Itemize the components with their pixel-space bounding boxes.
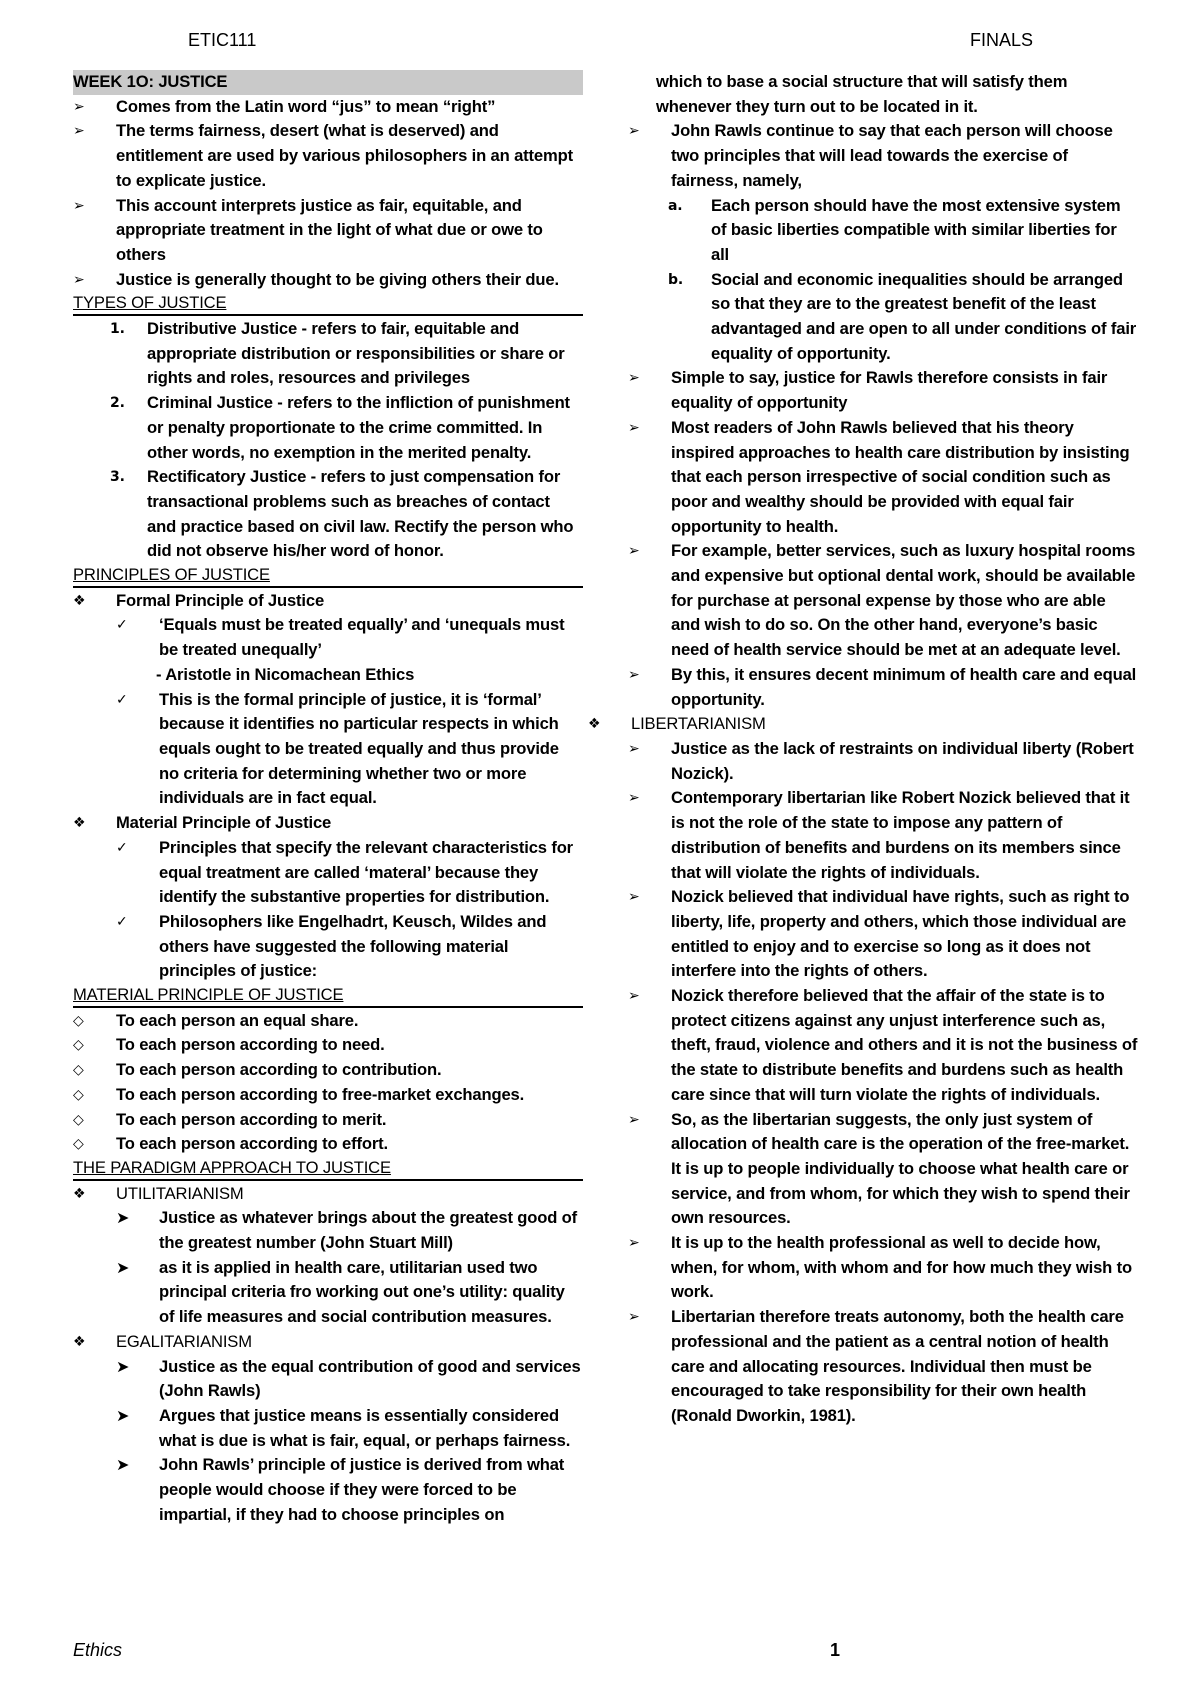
arrow-bullet-icon: ➢ — [628, 543, 640, 560]
list-item: ❖ Formal Principle of Justice — [73, 589, 583, 614]
list-item: 2. Criminal Justice - refers to the infliction of punishment or penalty proportionate to the crime committed. In other words, no exemption in the merited penalty. — [110, 393, 570, 462]
arrow-bullet-icon: ➢ — [628, 988, 640, 1005]
arrowhead-bullet-icon: ➤ — [116, 1405, 130, 1425]
hollow-diamond-bullet-icon: ◇ — [73, 1037, 84, 1054]
list-item: ◇ To each person an equal share. — [73, 1009, 583, 1034]
list-item: ◇ To each person according to contribution. — [73, 1058, 583, 1083]
list-item: ➢ This account interprets justice as fair, equitable, and appropriate treatment in the light of what due or owe to others — [73, 195, 543, 264]
list-item: ➤ as it is applied in health care, utilitarian used two principal criteria fro working out one’s utility: quality of life measures and social contribution measures. — [116, 1257, 565, 1327]
section-heading-types: TYPES OF JUSTICE — [73, 292, 583, 316]
list-item: ➢ Nozick therefore believed that the affair of the state is to protect citizens against any unjust interference such as, theft, fraud, violence and others and it is not the business of the state to distribute benefits and burdens such as health care since that will turn violate the rights of individuals. — [628, 986, 1138, 1104]
list-item: b. Social and economic inequalities should be arranged so that they are to the greatest benefit of the least advantaged and are open to all under conditions of fair equality of opportunity. — [668, 269, 1137, 363]
list-item: ➢ The terms fairness, desert (what is deserved) and entitlement are used by various philosophers in an attempt to explicate justice. — [73, 121, 573, 190]
week-title: WEEK 1O: JUSTICE — [73, 70, 583, 95]
list-item: ◇ To each person according to free-market exchanges. — [73, 1083, 583, 1108]
list-item: ➢ Most readers of John Rawls believed that his theory inspired approaches to health care distribution by insisting that each person irrespective of social condition such as poor and wealthy should be provided with equal fair opportunity to health. — [628, 417, 1130, 536]
list-item: ◇ To each person according to effort. — [73, 1132, 583, 1157]
list-item: a. Each person should have the most extensive system of basic liberties compatible with similar liberties for all — [668, 195, 1121, 264]
arrow-bullet-icon: ➢ — [628, 740, 640, 757]
page-number: 1 — [830, 1640, 841, 1660]
list-item: ➤ Justice as whatever brings about the greatest good of the greatest number (John Stuart Mill) — [116, 1208, 578, 1253]
list-item: ➤ John Rawls’ principle of justice is derived from what people would choose if they were forced to be impartial, if they had to choose principles on — [116, 1455, 565, 1524]
check-bullet-icon: ✓ — [116, 839, 128, 856]
list-item: ➢ Nozick believed that individual have rights, such as right to liberty, life, property and others, which those individual are entitled to enjoy and to exercise so long as it does not interfere into the rights of others. — [628, 887, 1130, 981]
list-item: ➢ Libertarian therefore treats autonomy, both the health care professional and the patient as a central notion of health care and allocating resources. Individual then must be encouraged to take responsibility for their own health (Ronald Dworkin, 1981). — [628, 1307, 1124, 1425]
list-item: ❖ UTILITARIANISM — [73, 1182, 583, 1207]
arrow-bullet-icon: ➢ — [628, 123, 640, 140]
arrow-bullet-icon: ➢ — [628, 889, 640, 906]
check-bullet-icon: ✓ — [116, 913, 128, 930]
list-item: ➤ Justice as the equal contribution of good and services (John Rawls) — [116, 1356, 581, 1401]
list-item: ➢ Justice as the lack of restraints on individual liberty (Robert Nozick). — [628, 738, 1134, 783]
list-item: ❖ LIBERTARIANISM — [588, 712, 1138, 737]
footer-subject: Ethics — [73, 1640, 123, 1660]
diamond-bullet-icon: ❖ — [73, 1185, 86, 1202]
hollow-diamond-bullet-icon: ◇ — [73, 1136, 84, 1153]
arrowhead-bullet-icon: ➤ — [116, 1455, 130, 1475]
section-heading-principles: PRINCIPLES OF JUSTICE — [73, 564, 583, 588]
list-item: ➢ It is up to the health professional as well to decide how, when, for whom, with whom and for how much they wish to work. — [628, 1233, 1132, 1302]
list-item: ❖ Material Principle of Justice — [73, 811, 583, 836]
arrow-bullet-icon: ➢ — [628, 1235, 640, 1252]
list-item: ✓ This is the formal principle of justice, it is ‘formal’ because it identifies no particular respects in which equals ought to be treated equally and thus provide no criteria for determining whether two or more individuals are in fact equal. — [116, 689, 559, 808]
diamond-bullet-icon: ❖ — [73, 592, 86, 609]
arrow-bullet-icon: ➢ — [628, 1309, 640, 1326]
list-item: 3. Rectificatory Justice - refers to just compensation for transactional problems such as breaches of contact and practice based on civil law. Rectify the person who did not observe his/her word of honor. — [110, 467, 574, 561]
list-item: ➢ John Rawls continue to say that each person will choose two principles that will lead towards the exercise of fairness, namely, — [628, 121, 1113, 190]
arrow-bullet-icon: ➢ — [73, 98, 85, 115]
left-column — [73, 70, 583, 1527]
list-item: ➢ So, as the libertarian suggests, the only just system of allocation of health care is the operation of the free-market. It is up to people individually to choose what health care or service, and from whom, for which they wish to spend their own resources. — [628, 1109, 1130, 1228]
continuation-text: which to base a social structure that will satisfy them whenever they turn out to be located in it. — [656, 72, 1068, 116]
right-column — [588, 70, 1138, 1429]
arrowhead-bullet-icon: ➤ — [116, 1257, 130, 1277]
section-heading-material: MATERIAL PRINCIPLE OF JUSTICE — [73, 984, 583, 1008]
header-course-code: ETIC111 — [188, 30, 257, 50]
attribution: - Aristotle in Nicomachean Ethics — [156, 664, 415, 684]
check-bullet-icon: ✓ — [116, 691, 128, 708]
hollow-diamond-bullet-icon: ◇ — [73, 1012, 84, 1029]
arrowhead-bullet-icon: ➤ — [116, 1208, 130, 1228]
arrow-bullet-icon: ➢ — [628, 1111, 640, 1128]
list-item: ➢ Justice is generally thought to be giving others their due. — [73, 268, 583, 293]
list-item: ✓ Principles that specify the relevant characteristics for equal treatment are called ‘materal’ because they identify the substantive properties for distribution. — [116, 837, 573, 907]
arrow-bullet-icon: ➢ — [73, 271, 85, 288]
arrow-bullet-icon: ➢ — [73, 123, 85, 140]
diamond-bullet-icon: ❖ — [73, 815, 86, 832]
arrow-bullet-icon: ➢ — [628, 419, 640, 436]
check-bullet-icon: ✓ — [116, 617, 128, 634]
arrowhead-bullet-icon: ➤ — [116, 1356, 130, 1376]
arrow-bullet-icon: ➢ — [628, 790, 640, 807]
list-item: ✓ ‘Equals must be treated equally’ and ‘unequals must be treated unequally’ — [116, 615, 565, 660]
diamond-bullet-icon: ❖ — [588, 716, 601, 733]
list-item: ➢ For example, better services, such as luxury hospital rooms and expensive but optional dental work, should be available for purchase at personal expense by those who are able and wish to do so. On the other hand, everyone’s basic need of health service should be met at an adequate level. — [628, 541, 1136, 660]
list-item: ➤ Argues that justice means is essentially considered what is due is what is fair, equal, or perhaps fairness. — [116, 1405, 571, 1450]
list-item: ➢ By this, it ensures decent minimum of health care and equal opportunity. — [628, 664, 1137, 709]
diamond-bullet-icon: ❖ — [73, 1333, 86, 1350]
list-item: ❖ EGALITARIANISM — [73, 1330, 583, 1355]
list-item: ➢ Contemporary libertarian like Robert Nozick believed that it is not the role of the state to impose any pattern of distribution of benefits and burdens on its members since that will violate the rights of individuals. — [628, 788, 1130, 882]
list-item: 1. Distributive Justice - refers to fair, equitable and appropriate distribution or responsibilities or share or rights and roles, resources and privileges — [110, 319, 565, 388]
header-term: FINALS — [970, 30, 1034, 50]
arrow-bullet-icon: ➢ — [73, 197, 85, 214]
list-item: ✓ Philosophers like Engelhadrt, Keusch, Wildes and others have suggested the following material principles of justice: — [116, 911, 547, 981]
arrow-bullet-icon: ➢ — [628, 370, 640, 387]
list-item: ➢ Simple to say, justice for Rawls therefore consists in fair equality of opportunity — [628, 368, 1108, 413]
list-item: ◇ To each person according to need. — [73, 1033, 583, 1058]
hollow-diamond-bullet-icon: ◇ — [73, 1086, 84, 1103]
list-item: ➢ Comes from the Latin word “jus” to mean “right” — [73, 95, 583, 120]
section-heading-paradigm: THE PARADIGM APPROACH TO JUSTICE — [73, 1157, 583, 1181]
arrow-bullet-icon: ➢ — [628, 666, 640, 683]
hollow-diamond-bullet-icon: ◇ — [73, 1111, 84, 1128]
list-item: ◇ To each person according to merit. — [73, 1108, 583, 1133]
hollow-diamond-bullet-icon: ◇ — [73, 1062, 84, 1079]
